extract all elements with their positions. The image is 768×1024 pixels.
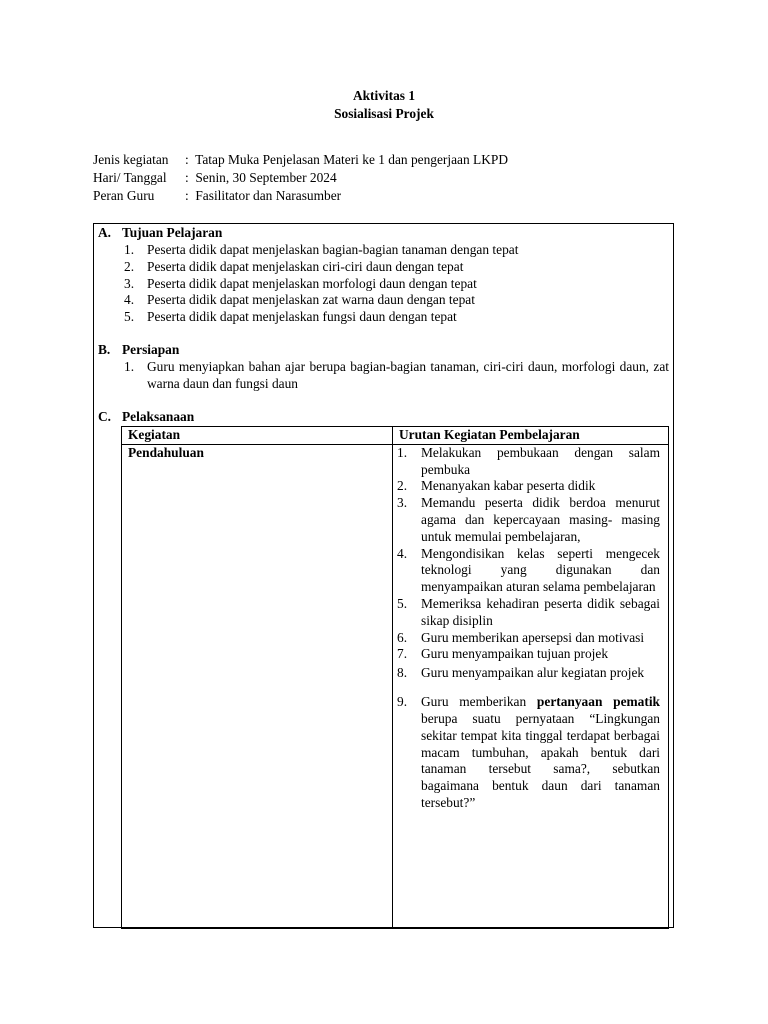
info-label: Peran Guru: [93, 188, 155, 203]
info-label: Hari/ Tanggal: [93, 170, 167, 185]
list-item: 1. Melakukan pembukaan dengan salam pembuka: [397, 444, 660, 477]
info-value: Fasilitator dan Narasumber: [195, 188, 342, 203]
info-label: Jenis kegiatan: [93, 152, 169, 167]
info-row-jenis-kegiatan: Jenis kegiatan : Tatap Muka Penjelasan Materi ke 1 dan pengerjaan LKPD: [93, 152, 509, 167]
page-title: Aktivitas 1: [352, 88, 416, 103]
info-value: Tatap Muka Penjelasan Materi ke 1 dan pengerjaan LKPD: [195, 152, 509, 167]
list-item: 4. Peserta didik dapat menjelaskan zat warna daun dengan tepat: [124, 292, 475, 308]
preparation-list: [121, 359, 669, 393]
objectives-list: [121, 242, 669, 326]
list-item: 1. Guru menyiapkan bahan ajar berupa bagian-bagian tanaman, ciri-ciri daun, morfologi daun, zat warna daun dan fungsi daun: [124, 359, 669, 391]
list-item: 5. Peserta didik dapat menjelaskan fungsi daun dengan tepat: [124, 309, 457, 325]
info-row-hari-tanggal: Hari/ Tanggal : Senin, 30 September 2024: [93, 170, 337, 185]
lesson-plan-box: [93, 223, 674, 928]
steps-list: [397, 445, 668, 812]
page-subtitle: Sosialisasi Projek: [334, 106, 434, 121]
section-a-heading: A. Tujuan Pelajaran: [98, 225, 223, 240]
section-b-heading: B. Persiapan: [98, 342, 180, 357]
list-item: 1. Peserta didik dapat menjelaskan bagian-bagian tanaman dengan tepat: [124, 242, 519, 257]
activity-info: [93, 152, 508, 206]
phase-cell: Pendahuluan: [122, 444, 393, 928]
column-header-kegiatan: Kegiatan: [122, 427, 393, 445]
info-row-peran-guru: Peran Guru : Fasilitator dan Narasumber: [93, 188, 342, 203]
info-value: Senin, 30 September 2024: [195, 170, 337, 185]
steps-cell: [393, 444, 669, 928]
list-item: 6. Guru memberikan apersepsi dan motivasi: [397, 629, 645, 645]
list-item: 8. Guru menyampaikan alur kegiatan projek: [397, 665, 645, 681]
list-item: 7. Guru menyampaikan tujuan projek: [397, 646, 609, 662]
list-item: 2. Peserta didik dapat menjelaskan ciri-ciri daun dengan tepat: [124, 258, 464, 274]
list-item: 5. Memeriksa kehadiran peserta didik sebagai sikap disiplin: [397, 595, 660, 628]
table-header-row: [122, 427, 669, 445]
list-item: 3. Memandu peserta didik berdoa menurut agama dan kepercayaan masing- masing untuk memulai pembelajaran,: [397, 495, 660, 544]
list-item: 3. Peserta didik dapat menjelaskan morfologi daun dengan tepat: [124, 275, 477, 291]
list-item: 2. Menanyakan kabar peserta didik: [397, 478, 596, 494]
section-c-heading: C. Pelaksanaan: [98, 409, 195, 424]
table-row: [122, 444, 669, 928]
list-item: 9. Guru memberikan pertanyaan pematik berupa suatu pernyataan “Lingkungan sekitar tempat kita tinggal terdapat berbagai macam tumbuhan, apakah bentuk dari tanaman tersebut sama?, sebutkan bagaimana bentuk daun dari tanaman tersebut?”: [397, 694, 660, 810]
activity-table: [121, 426, 669, 929]
list-item: 4. Mengondisikan kelas seperti mengecek teknologi yang digunakan dan menyampaikan aturan selama pembelajaran: [397, 545, 660, 595]
column-header-urutan: Urutan Kegiatan Pembelajaran: [393, 427, 669, 445]
